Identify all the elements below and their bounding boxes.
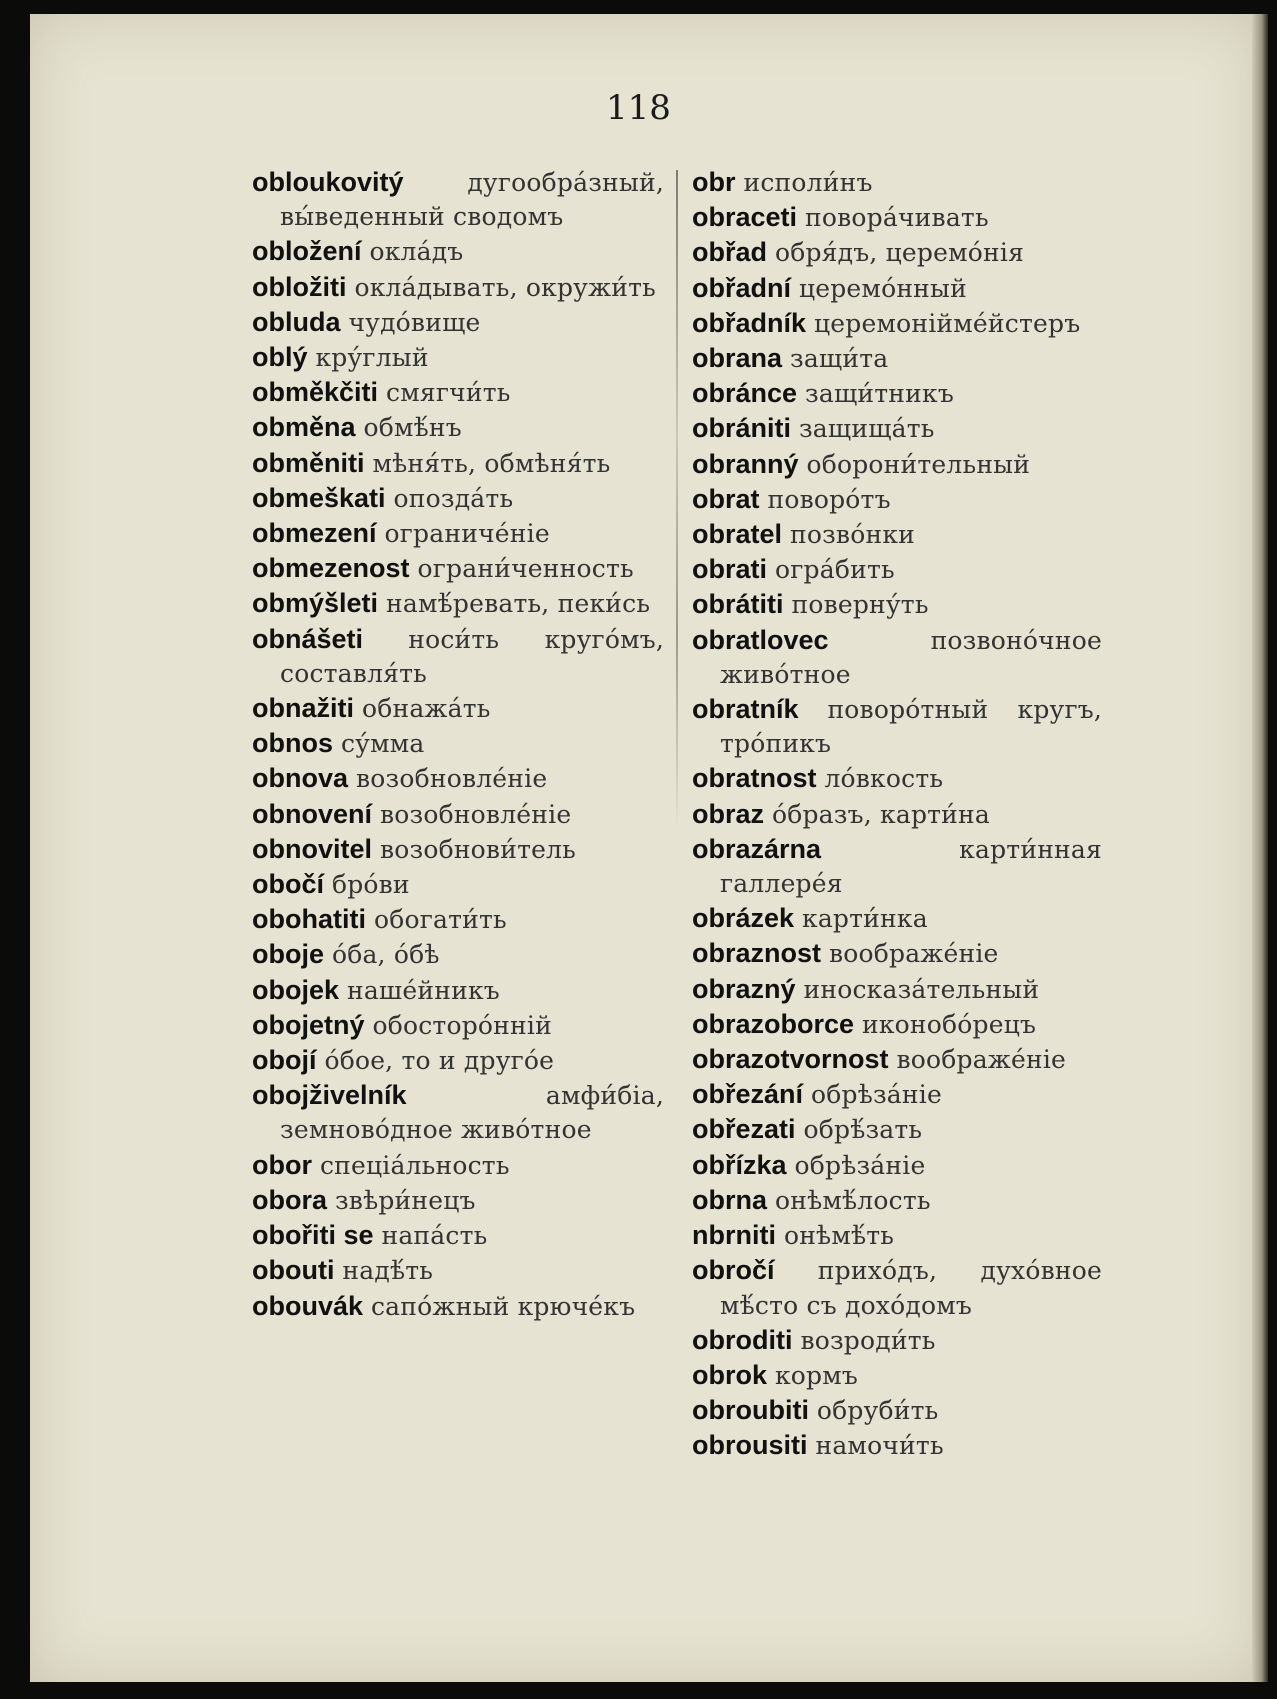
entry-headword: obrazoborce bbox=[692, 1008, 855, 1039]
dictionary-entry bbox=[252, 1183, 664, 1218]
entry-definition: óбразъ, карти́на bbox=[771, 799, 991, 829]
dictionary-entry bbox=[692, 936, 1102, 971]
entry-definition: воображéніе bbox=[896, 1045, 1067, 1075]
entry-headword: oblý bbox=[252, 342, 308, 373]
entry-definition: прихóдъ, духóвное мѣ́сто съ дохóдомъ bbox=[720, 1256, 1102, 1320]
dictionary-entry bbox=[252, 481, 664, 516]
entry-headword: obměkčiti bbox=[252, 377, 379, 408]
entry-headword: obmezení bbox=[252, 518, 377, 549]
entry-definition: защи́та bbox=[789, 344, 889, 374]
entry-headword: obouvák bbox=[252, 1290, 364, 1321]
entry-headword: obřadník bbox=[692, 307, 807, 338]
dictionary-entry bbox=[252, 305, 664, 340]
entry-headword: obrániti bbox=[692, 413, 791, 444]
dictionary-entry bbox=[692, 306, 1102, 341]
entry-headword: obměna bbox=[252, 412, 356, 443]
entry-headword: obraceti bbox=[692, 202, 798, 233]
entry-headword: obojživelník bbox=[252, 1080, 407, 1111]
dictionary-entry bbox=[692, 1148, 1102, 1183]
dictionary-entry bbox=[252, 937, 664, 972]
entry-definition: надѣ́ть bbox=[342, 1256, 434, 1286]
dictionary-entry bbox=[252, 726, 664, 761]
dictionary-entry bbox=[252, 797, 664, 832]
dictionary-entry bbox=[692, 797, 1102, 832]
entry-headword: obrazotvornost bbox=[692, 1044, 889, 1075]
dictionary-entry bbox=[252, 586, 664, 621]
entry-headword: obřízka bbox=[692, 1149, 787, 1180]
entry-definition: ограничéніе bbox=[384, 519, 550, 549]
left-column bbox=[252, 165, 664, 1324]
dictionary-entry bbox=[692, 1428, 1102, 1463]
entry-definition: амфи́біа, земновóдное живóтное bbox=[280, 1081, 664, 1145]
dictionary-entry bbox=[692, 623, 1102, 692]
entry-definition: обнажáть bbox=[361, 694, 491, 724]
book-spine bbox=[1252, 14, 1268, 1682]
entry-definition: звѣри́нецъ bbox=[334, 1185, 476, 1215]
dictionary-entry bbox=[252, 902, 664, 937]
dictionary-entry bbox=[692, 517, 1102, 552]
entry-headword: obočí bbox=[252, 869, 324, 900]
entry-headword: obroubiti bbox=[692, 1395, 809, 1426]
entry-headword: obratník bbox=[692, 694, 799, 725]
dictionary-entry bbox=[692, 200, 1102, 235]
entry-definition: возобнови́тель bbox=[379, 834, 576, 864]
entry-definition: онѣмѣ́лость bbox=[774, 1185, 931, 1215]
dictionary-entry bbox=[692, 235, 1102, 270]
entry-definition: намочи́ть bbox=[815, 1431, 944, 1461]
dictionary-entry bbox=[252, 410, 664, 445]
entry-definition: носи́ть кругóмъ, составля́ть bbox=[280, 624, 664, 688]
right-column bbox=[692, 165, 1102, 1464]
entry-definition: возроди́ть bbox=[800, 1325, 936, 1355]
entry-definition: óбое, то и другóе bbox=[324, 1046, 555, 1076]
dictionary-entry bbox=[692, 587, 1102, 622]
dictionary-entry bbox=[692, 901, 1102, 936]
dictionary-entry bbox=[692, 1218, 1102, 1253]
entry-definition: защи́тникъ bbox=[805, 379, 954, 409]
dictionary-entry bbox=[252, 1043, 664, 1078]
entry-definition: карти́нная галлерéя bbox=[720, 834, 1102, 899]
entry-headword: obránce bbox=[692, 378, 798, 409]
dictionary-entry bbox=[252, 1218, 664, 1253]
dictionary-entry bbox=[252, 1148, 664, 1183]
dictionary-entry bbox=[692, 271, 1102, 306]
entry-headword: obmeškati bbox=[252, 482, 386, 513]
entry-definition: воображéніе bbox=[828, 939, 999, 969]
entry-definition: ограни́ченность bbox=[417, 554, 634, 584]
entry-definition: напáсть bbox=[381, 1221, 488, 1251]
entry-headword: oboje bbox=[252, 939, 324, 970]
entry-headword: obložení bbox=[252, 236, 362, 267]
entry-definition: обогати́ть bbox=[373, 905, 507, 935]
entry-definition: опоздáть bbox=[393, 483, 514, 513]
dictionary-entry bbox=[692, 1393, 1102, 1428]
entry-definition: сапóжный крючéкъ bbox=[370, 1291, 636, 1321]
entry-definition: дугообрáзный, вы́веденный сводомъ bbox=[280, 168, 664, 232]
dictionary-entry bbox=[252, 832, 664, 867]
entry-headword: obraz bbox=[692, 798, 765, 829]
entry-definition: позвóнки bbox=[789, 520, 916, 550]
entry-headword: obloukovitý bbox=[252, 167, 404, 197]
dictionary-entry bbox=[252, 1289, 664, 1324]
dictionary-entry bbox=[692, 411, 1102, 446]
entry-definition: óба, óбѣ bbox=[331, 940, 440, 970]
entry-headword: obraznost bbox=[692, 938, 822, 969]
entry-definition: чудóвище bbox=[348, 307, 481, 337]
entry-headword: obrazárna bbox=[692, 833, 822, 864]
entry-headword: obojetný bbox=[252, 1009, 365, 1040]
entry-headword: obr bbox=[692, 167, 736, 197]
dictionary-entry bbox=[692, 972, 1102, 1007]
entry-headword: obrazný bbox=[692, 973, 796, 1004]
entry-headword: obroditi bbox=[692, 1324, 793, 1355]
dictionary-entry bbox=[252, 691, 664, 726]
dictionary-entry bbox=[692, 1077, 1102, 1112]
entry-headword: obrna bbox=[692, 1184, 768, 1215]
entry-definition: возобновлéніе bbox=[355, 764, 548, 794]
dictionary-entry bbox=[252, 516, 664, 551]
dictionary-entry bbox=[252, 340, 664, 375]
entry-definition: иконобóрецъ bbox=[861, 1009, 1037, 1039]
entry-definition: иносказáтельный bbox=[803, 974, 1040, 1004]
entry-definition: оклáдъ bbox=[369, 237, 464, 267]
entry-headword: obrázek bbox=[692, 903, 795, 934]
entry-definition: брóви bbox=[331, 870, 410, 900]
dictionary-entry bbox=[252, 761, 664, 796]
dictionary-entry bbox=[252, 270, 664, 305]
dictionary-entry bbox=[692, 692, 1102, 761]
entry-definition: обря́дъ, церемóнія bbox=[774, 238, 1025, 268]
entry-definition: поверну́ть bbox=[791, 590, 929, 620]
entry-definition: оборони́тельный bbox=[806, 449, 1031, 479]
entry-definition: обмѣ́нъ bbox=[363, 413, 462, 443]
entry-definition: обрѣзáніе bbox=[794, 1150, 926, 1180]
entry-definition: кормъ bbox=[774, 1360, 858, 1390]
entry-definition: защищáть bbox=[798, 414, 935, 444]
dictionary-entry bbox=[252, 551, 664, 586]
entry-definition: исполи́нъ bbox=[743, 168, 873, 197]
entry-definition: возобновлéніе bbox=[379, 799, 572, 829]
entry-headword: obměniti bbox=[252, 447, 365, 478]
dictionary-entry bbox=[692, 552, 1102, 587]
dictionary-entry bbox=[252, 1008, 664, 1043]
entry-definition: су́мма bbox=[340, 729, 425, 759]
entry-headword: obojek bbox=[252, 974, 340, 1005]
entry-definition: поворáчивать bbox=[805, 203, 989, 233]
dictionary-entry bbox=[692, 761, 1102, 796]
dictionary-entry bbox=[692, 1183, 1102, 1218]
entry-headword: obratel bbox=[692, 519, 783, 550]
entry-definition: поворóтный кругъ, трóпикъ bbox=[720, 695, 1102, 759]
entry-headword: obnovení bbox=[252, 798, 372, 829]
entry-definition: спеціáльность bbox=[319, 1150, 510, 1180]
dictionary-entry bbox=[692, 376, 1102, 411]
entry-headword: obrati bbox=[692, 554, 768, 585]
entry-definition: намѣ́ревать, пеки́сь bbox=[386, 589, 651, 619]
entry-definition: обосторóнній bbox=[372, 1010, 552, 1040]
entry-headword: obratnost bbox=[692, 763, 817, 794]
dictionary-entry bbox=[692, 832, 1102, 901]
entry-headword: obluda bbox=[252, 306, 341, 337]
dictionary-entry bbox=[252, 622, 664, 691]
entry-definition: позвонóчное живóтное bbox=[720, 625, 1102, 689]
entry-headword: obmýšleti bbox=[252, 588, 379, 619]
entry-definition: онѣмѣ́ть bbox=[783, 1221, 895, 1251]
entry-headword: obnos bbox=[252, 728, 333, 759]
dictionary-entry bbox=[252, 973, 664, 1008]
entry-headword: obnášeti bbox=[252, 623, 364, 654]
entry-definition: мѣня́ть, обмѣня́ть bbox=[372, 448, 611, 478]
entry-headword: nbrniti bbox=[692, 1220, 776, 1251]
dictionary-entry bbox=[252, 375, 664, 410]
entry-headword: obořiti se bbox=[252, 1220, 374, 1251]
dictionary-entry bbox=[692, 165, 1102, 200]
entry-headword: obložiti bbox=[252, 271, 347, 302]
dictionary-entry bbox=[692, 447, 1102, 482]
dictionary-entry bbox=[692, 1042, 1102, 1077]
entry-headword: obnažiti bbox=[252, 693, 354, 724]
entry-headword: obratlovec bbox=[692, 624, 829, 655]
page-number: 118 bbox=[606, 88, 671, 128]
entry-headword: obnovitel bbox=[252, 833, 372, 864]
entry-headword: obřezati bbox=[692, 1114, 796, 1145]
dictionary-entry bbox=[692, 1358, 1102, 1393]
entry-headword: obřad bbox=[692, 237, 768, 268]
entry-headword: obouti bbox=[252, 1255, 335, 1286]
entry-headword: obrátiti bbox=[692, 589, 784, 620]
entry-headword: obrousiti bbox=[692, 1430, 808, 1461]
entry-definition: оклáдывать, окружи́ть bbox=[354, 272, 656, 302]
dictionary-entry bbox=[692, 482, 1102, 517]
dictionary-entry bbox=[252, 446, 664, 481]
dictionary-entry bbox=[692, 1112, 1102, 1147]
entry-headword: obřezání bbox=[692, 1079, 804, 1110]
dictionary-entry bbox=[252, 1253, 664, 1288]
dictionary-entry bbox=[692, 1253, 1102, 1322]
entry-definition: церемóнный bbox=[798, 273, 968, 303]
entry-headword: obojí bbox=[252, 1045, 317, 1076]
entry-definition: нашéйникъ bbox=[346, 975, 500, 1005]
entry-definition: обруби́ть bbox=[816, 1396, 939, 1426]
dictionary-entry bbox=[692, 341, 1102, 376]
entry-headword: obřadní bbox=[692, 272, 791, 303]
entry-headword: obranný bbox=[692, 448, 799, 479]
dictionary-entry bbox=[252, 867, 664, 902]
entry-definition: лóвкость bbox=[824, 764, 944, 794]
dictionary-entry bbox=[692, 1323, 1102, 1358]
entry-headword: obmezenost bbox=[252, 553, 410, 584]
entry-headword: obročí bbox=[692, 1255, 775, 1286]
entry-headword: obohatiti bbox=[252, 904, 366, 935]
dictionary-entry bbox=[692, 1007, 1102, 1042]
entry-definition: церемоніймéйстеръ bbox=[813, 308, 1081, 338]
entry-definition: кру́глый bbox=[315, 343, 429, 373]
column-divider bbox=[676, 170, 678, 830]
dictionary-entry bbox=[252, 165, 664, 234]
entry-headword: obora bbox=[252, 1184, 328, 1215]
entry-headword: obrana bbox=[692, 343, 783, 374]
dictionary-entry bbox=[252, 234, 664, 269]
entry-definition: обрѣ́зать bbox=[803, 1115, 923, 1145]
entry-definition: обрѣзáніе bbox=[810, 1080, 942, 1110]
entry-headword: obrat bbox=[692, 483, 760, 514]
entry-definition: карти́нка bbox=[802, 904, 928, 934]
entry-headword: obrok bbox=[692, 1359, 768, 1390]
entry-definition: поворóтъ bbox=[767, 484, 891, 514]
entry-definition: смягчи́ть bbox=[386, 378, 511, 408]
entry-headword: obnova bbox=[252, 763, 349, 794]
dictionary-entry bbox=[252, 1078, 664, 1147]
entry-definition: огрáбить bbox=[774, 555, 895, 585]
entry-headword: obor bbox=[252, 1149, 312, 1180]
